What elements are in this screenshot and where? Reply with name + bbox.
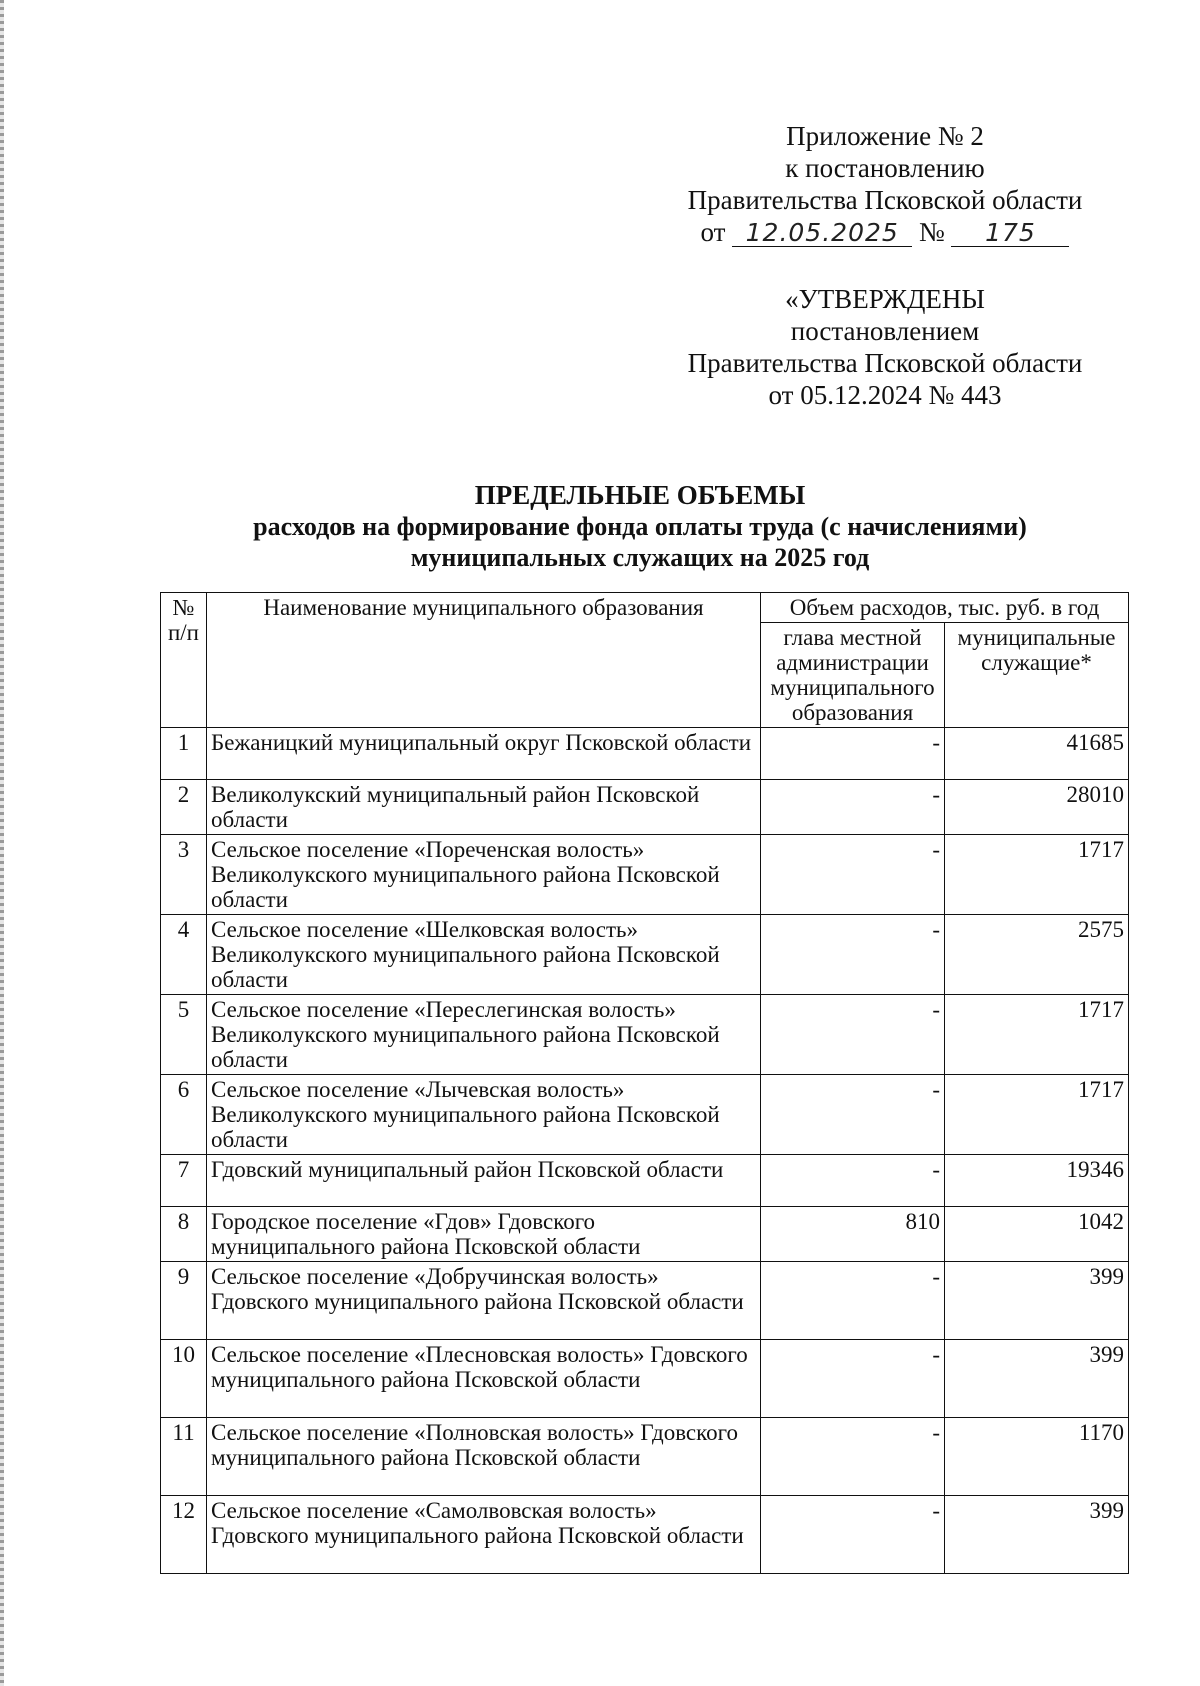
cell-number: 9 (161, 1262, 207, 1340)
cell-number: 2 (161, 780, 207, 835)
approved-line: «УТВЕРЖДЕНЫ (785, 284, 985, 314)
cell-number: 10 (161, 1340, 207, 1418)
cell-number: 11 (161, 1418, 207, 1496)
table-row (161, 1155, 1129, 1207)
table-row (161, 1207, 1129, 1262)
cell-employees-value: 28010 (945, 780, 1129, 835)
header-head-of-administration: глава местной администрации муниципального образования (761, 623, 945, 728)
cell-employees-value: 41685 (945, 728, 1129, 780)
cell-head-value: - (761, 1340, 945, 1418)
table-row (161, 780, 1129, 835)
cell-head-value: - (761, 728, 945, 780)
cell-head-value: - (761, 1418, 945, 1496)
appendix-date-line (610, 216, 1160, 248)
scan-edge (0, 0, 4, 1686)
title-subtitle: муниципальных служащих на 2025 год (410, 543, 870, 572)
cell-name: Сельское поселение «Лычевская волость» Великолукского муниципального района Псковской области (207, 1075, 761, 1155)
handwritten-date: 12.05.2025 (732, 220, 912, 247)
cell-employees-value: 2575 (945, 915, 1129, 995)
cell-employees-value: 399 (945, 1262, 1129, 1340)
table-row (161, 835, 1129, 915)
cell-number: 1 (161, 728, 207, 780)
header-number: № п/п (161, 593, 207, 728)
appendix-line: к постановлению (785, 153, 985, 183)
header-name: Наименование муниципального образования (207, 593, 761, 728)
cell-employees-value: 19346 (945, 1155, 1129, 1207)
cell-name: Сельское поселение «Шелковская волость» Великолукского муниципального района Псковской области (207, 915, 761, 995)
cell-name: Сельское поселение «Самолвовская волость» Гдовского муниципального района Псковской области (207, 1496, 761, 1574)
from-prefix: от (700, 217, 726, 247)
cell-name: Сельское поселение «Добручинская волость» Гдовского муниципального района Псковской области (207, 1262, 761, 1340)
cell-name: Сельское поселение «Переслегинская волость» Великолукского муниципального района Псковской области (207, 995, 761, 1075)
cell-name: Бежаницкий муниципальный округ Псковской области (207, 728, 761, 780)
document-title (150, 480, 1130, 573)
cell-head-value: - (761, 835, 945, 915)
table-row (161, 1496, 1129, 1574)
cell-name: Городское поселение «Гдов» Гдовского муниципального района Псковской области (207, 1207, 761, 1262)
cell-name: Великолукский муниципальный район Псковской области (207, 780, 761, 835)
expenses-table (160, 592, 1129, 1574)
cell-number: 12 (161, 1496, 207, 1574)
cell-number: 6 (161, 1075, 207, 1155)
appendix-header (610, 120, 1160, 248)
cell-head-value: - (761, 915, 945, 995)
cell-number: 4 (161, 915, 207, 995)
cell-name: Сельское поселение «Полновская волость» Гдовского муниципального района Псковской области (207, 1418, 761, 1496)
cell-head-value: - (761, 1155, 945, 1207)
cell-employees-value: 1170 (945, 1418, 1129, 1496)
cell-head-value: - (761, 995, 945, 1075)
table-row (161, 995, 1129, 1075)
approved-header (610, 283, 1160, 411)
cell-employees-value: 1717 (945, 835, 1129, 915)
cell-employees-value: 399 (945, 1340, 1129, 1418)
table-row (161, 728, 1129, 780)
cell-employees-value: 1042 (945, 1207, 1129, 1262)
table-row (161, 1418, 1129, 1496)
approved-line: Правительства Псковской области (687, 348, 1083, 378)
handwritten-number: 175 (951, 220, 1069, 247)
title-subtitle: расходов на формирование фонда оплаты труда (с начислениями) (253, 512, 1027, 541)
cell-name: Сельское поселение «Плесновская волость» Гдовского муниципального района Псковской области (207, 1340, 761, 1418)
cell-number: 3 (161, 835, 207, 915)
table-row (161, 1262, 1129, 1340)
cell-head-value: - (761, 780, 945, 835)
cell-head-value: - (761, 1262, 945, 1340)
cell-number: 8 (161, 1207, 207, 1262)
cell-head-value: - (761, 1496, 945, 1574)
number-sign: № (918, 217, 945, 247)
cell-number: 5 (161, 995, 207, 1075)
cell-number: 7 (161, 1155, 207, 1207)
cell-employees-value: 399 (945, 1496, 1129, 1574)
approved-line: от 05.12.2024 № 443 (768, 380, 1002, 410)
table-row (161, 1340, 1129, 1418)
appendix-line: Приложение № 2 (786, 121, 984, 151)
cell-head-value: 810 (761, 1207, 945, 1262)
table-row (161, 915, 1129, 995)
cell-employees-value: 1717 (945, 995, 1129, 1075)
cell-name: Гдовский муниципальный район Псковской области (207, 1155, 761, 1207)
cell-name: Сельское поселение «Пореченская волость» Великолукского муниципального района Псковской области (207, 835, 761, 915)
table-row (161, 1075, 1129, 1155)
title-main: ПРЕДЕЛЬНЫЕ ОБЪЕМЫ (474, 480, 806, 510)
appendix-line: Правительства Псковской области (687, 185, 1083, 215)
approved-line: постановлением (790, 316, 980, 346)
header-volume: Объем расходов, тыс. руб. в год (761, 593, 1129, 623)
header-municipal-employees: муниципальные служащие* (945, 623, 1129, 728)
cell-employees-value: 1717 (945, 1075, 1129, 1155)
cell-head-value: - (761, 1075, 945, 1155)
